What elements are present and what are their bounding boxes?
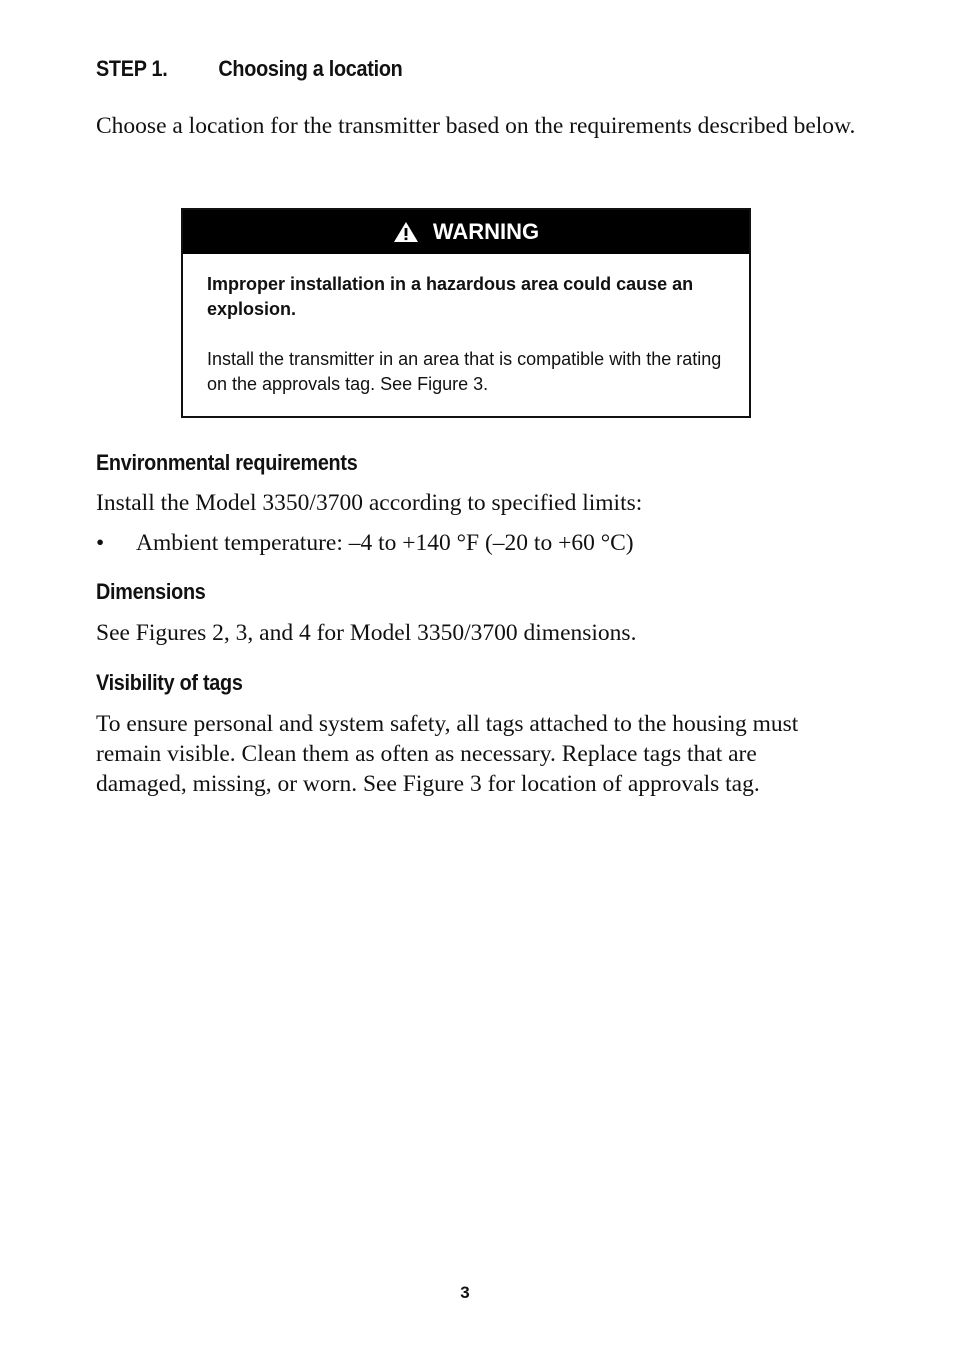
dimensions-heading: Dimensions: [96, 579, 206, 604]
warning-header: [183, 210, 749, 254]
warning-triangle-icon: [393, 221, 419, 243]
warning-content: [183, 254, 749, 397]
visibility-heading: Visibility of tags: [96, 670, 243, 695]
step-title: Choosing a location: [218, 56, 403, 81]
bullet-mark: •: [96, 530, 105, 556]
visibility-body: To ensure personal and system safety, all tags attached to the housing must remain visible. Clean them as often as necessary. Replace tags that are damaged, missing, or worn. See Figure 3 for location of approvals tag.: [96, 711, 799, 797]
bullet-text: Ambient temperature: –4 to +140 °F (–20 to +60 °C): [136, 530, 634, 556]
environmental-body: Install the Model 3350/3700 according to specified limits:: [96, 490, 643, 516]
warning-text: Install the transmitter in an area that is compatible with the rating on the approvals tag. See Figure 3.: [207, 349, 722, 394]
warning-label: WARNING: [432, 219, 540, 244]
environmental-heading: Environmental requirements: [96, 450, 358, 475]
step-heading: [96, 56, 402, 82]
list-item: [96, 528, 634, 558]
page-number: 3: [460, 1283, 470, 1302]
warning-bold-text: Improper installation in a hazardous area could cause an explosion.: [207, 274, 694, 319]
step-number: STEP 1.: [96, 56, 168, 81]
intro-paragraph: Choose a location for the transmitter based on the requirements described below.: [96, 113, 856, 139]
warning-box: [181, 208, 751, 418]
dimensions-body: See Figures 2, 3, and 4 for Model 3350/3700 dimensions.: [96, 620, 637, 646]
